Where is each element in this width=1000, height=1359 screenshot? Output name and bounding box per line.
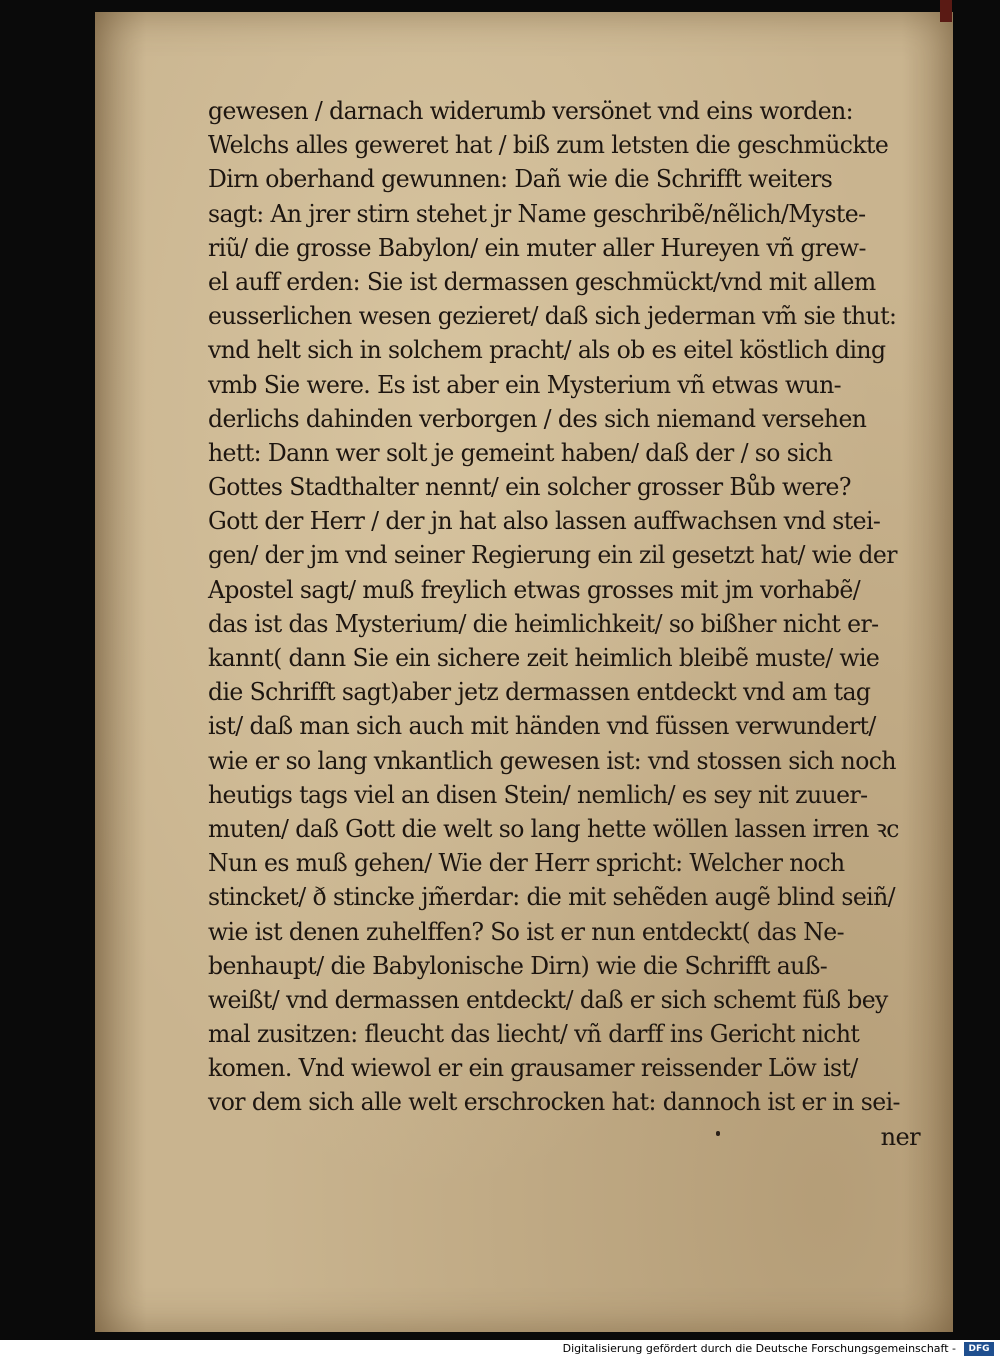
text-line: weißt/ vnd dermassen entdeckt/ daß er sich schemt füß bey <box>208 985 888 1014</box>
dfg-logo-icon: DFG <box>964 1342 994 1356</box>
text-line: Dirn oberhand gewunnen: Dañ wie die Schrifft weiters <box>208 165 833 194</box>
text-line: mal zusitzen: fleucht das liecht/ vñ darff ins Gericht nicht <box>208 1020 860 1049</box>
text-line: sagt: An jrer stirn stehet jr Name geschribẽ/nẽlich/Myste- <box>208 199 866 228</box>
footer-credit-text: Digitalisierung gefördert durch die Deutsche Forschungsgemeinschaft - <box>562 1342 956 1355</box>
text-line: wie ist denen zuhelffen? So ist er nun entdeckt( das Ne- <box>208 917 844 946</box>
text-line: muten/ daß Gott die welt so lang hette wöllen lassen irren ꝛc <box>208 814 899 843</box>
text-line: heutigs tags viel an disen Stein/ nemlich/ es sey nit zuuer- <box>208 780 868 809</box>
text-line: vor dem sich alle welt erschrocken hat: dannoch ist er in sei- <box>208 1088 900 1117</box>
text-line: Gott der Herr / der jn hat also lassen auffwachsen vnd stei- <box>208 507 881 536</box>
ink-speck <box>716 1131 720 1136</box>
text-line: hett: Dann wer solt je gemeint haben/ daß der / so sich <box>208 438 833 467</box>
text-line: die Schrifft sagt)aber jetz dermassen entdeckt vnd am tag <box>208 678 871 707</box>
text-line: wie er so lang vnkantlich gewesen ist: vnd stossen sich noch <box>208 746 896 775</box>
text-line: Gottes Stadthalter nennt/ ein solcher grosser Bůb were? <box>208 473 851 502</box>
text-line: eusserlichen wesen gezieret/ daß sich jederman vm̃ sie thut: <box>208 302 897 331</box>
text-line: gen/ der jm vnd seiner Regierung ein zil gesetzt hat/ wie der <box>208 541 897 570</box>
text-line: Apostel sagt/ muß freylich etwas grosses mit jm vorhabẽ/ <box>208 575 861 604</box>
text-line: komen. Vnd wiewol er ein grausamer reissender Löw ist/ <box>208 1054 858 1083</box>
text-line: gewesen / darnach widerumb versönet vnd eins worden: <box>208 97 853 125</box>
digitization-footer <box>0 1340 1000 1359</box>
text-line: vnd helt sich in solchem pracht/ als ob es eitel köstlich ding <box>208 336 886 365</box>
text-line: vmb Sie were. Es ist aber ein Mysterium vñ etwas wun- <box>208 370 842 399</box>
text-line: derlichs dahinden verborgen / des sich niemand versehen <box>208 404 867 433</box>
catchword: ner <box>880 1122 920 1151</box>
text-line: riũ/ die grosse Babylon/ ein muter aller Hureyen vñ grew- <box>208 233 866 262</box>
text-line: benhaupt/ die Babylonische Dirn) wie die Schrifft auß- <box>208 951 828 980</box>
text-line: kannt( dann Sie ein sichere zeit heimlich bleibẽ muste/ wie <box>208 644 880 672</box>
text-line: stincket/ ð stincke jm̃erdar: die mit sehẽden augẽ blind seiñ/ <box>208 883 896 912</box>
page-text-block <box>208 94 968 1154</box>
text-line: Nun es muß gehen/ Wie der Herr spricht: Welcher noch <box>208 849 845 878</box>
book-spine-edge <box>940 0 952 22</box>
text-line: el auff erden: Sie ist dermassen geschmückt/vnd mit allem <box>208 267 876 296</box>
text-line: Welchs alles geweret hat / biß zum letsten die geschmückte <box>208 131 889 160</box>
text-line: das ist das Mysterium/ die heimlichkeit/ so bißher nicht er- <box>208 609 879 638</box>
text-line: ist/ daß man sich auch mit händen vnd füssen verwundert/ <box>208 712 876 741</box>
